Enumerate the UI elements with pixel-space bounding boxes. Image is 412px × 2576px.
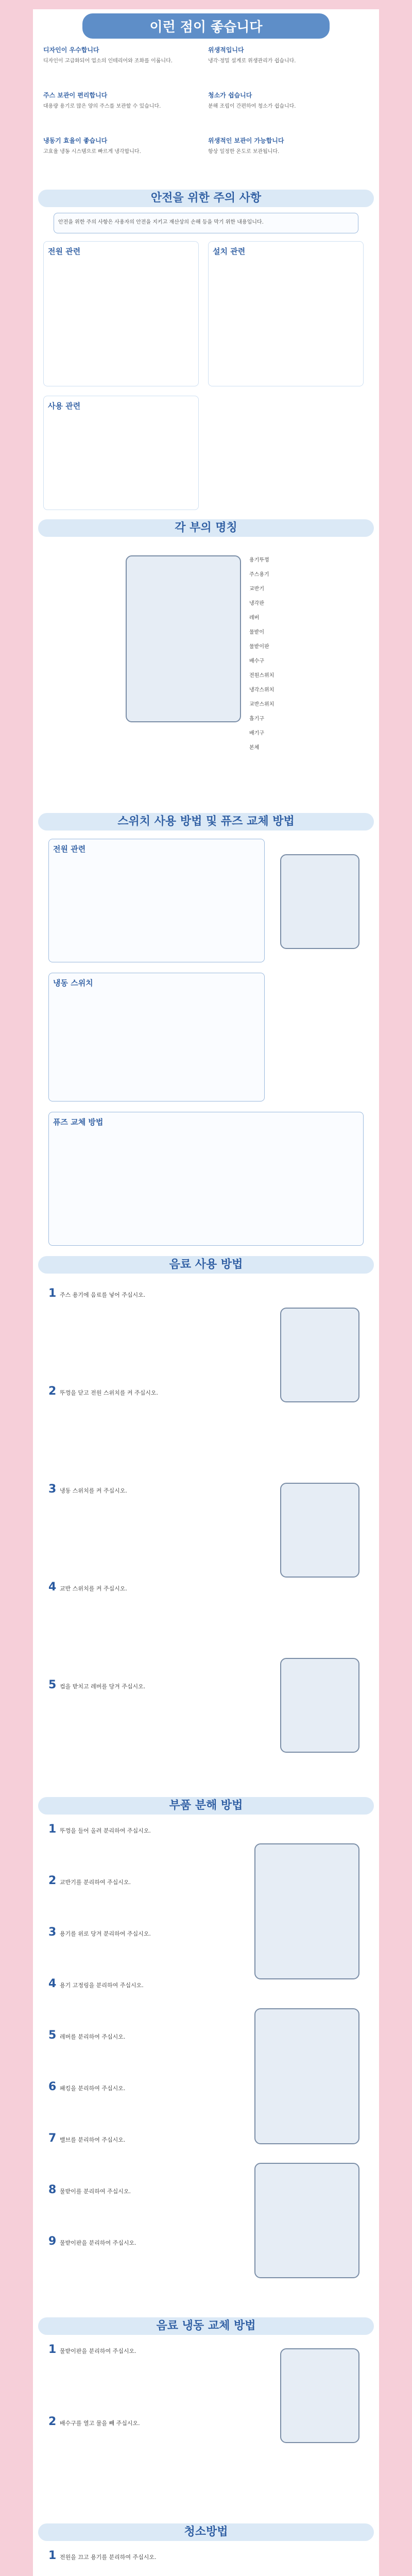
step-number: 6	[48, 2080, 57, 2093]
feature-title: 주스 보관이 편리합니다	[43, 92, 108, 99]
disassembly-illustration-2	[254, 2008, 359, 2144]
part-label: 본체	[249, 745, 260, 751]
parts-labels	[249, 555, 363, 772]
drain-steps	[48, 2343, 254, 2493]
switch-illustration	[280, 854, 359, 949]
part-label: 전원스위치	[249, 673, 274, 679]
step-number: 1	[48, 1823, 57, 1836]
part-label: 물받이판	[249, 644, 269, 650]
step-number: 5	[48, 1679, 57, 1691]
step-item	[48, 1823, 151, 1836]
step-number: 2	[48, 1874, 57, 1887]
part-label: 냉각스위치	[249, 687, 274, 693]
step-number: 1	[48, 2549, 57, 2562]
step-item	[48, 1483, 127, 1496]
feature-title: 위생적인 보관이 가능합니다	[208, 137, 284, 144]
step-text: 레버를 분리하여 주십시오.	[60, 2033, 126, 2040]
step-number: 9	[48, 2235, 57, 2248]
step-item	[48, 2132, 125, 2145]
drain-banner: 음료 냉동 교체 방법	[38, 2317, 374, 2335]
safety-group-title: 전원 관련	[48, 247, 81, 256]
step-number: 8	[48, 2183, 57, 2196]
usage-illustration-3	[280, 1658, 359, 1753]
step-text: 물받이판을 분리하여 주십시오.	[60, 2240, 136, 2246]
step-text: 컵을 받치고 레버를 당겨 주십시오.	[60, 1683, 146, 1690]
safety-group-title: 사용 관련	[48, 401, 81, 411]
step-item	[48, 1874, 131, 1887]
step-item	[48, 2183, 131, 2196]
feature-title: 청소가 쉽습니다	[208, 92, 252, 99]
usage-steps	[48, 1287, 265, 1782]
feature-desc: 항상 일정한 온도로 보관됩니다.	[208, 149, 280, 155]
step-text: 냉동 스위치를 켜 주십시오.	[60, 1487, 127, 1494]
switch-cool-box	[48, 973, 265, 1101]
switch-banner: 스위치 사용 방법 및 퓨즈 교체 방법	[38, 813, 374, 831]
step-number: 1	[48, 1287, 57, 1300]
step-item	[48, 2029, 125, 2042]
step-item	[48, 1679, 145, 1691]
part-label: 레버	[249, 615, 260, 621]
step-text: 주스 용기에 음료를 넣어 주십시오.	[60, 1292, 146, 1298]
feature-title: 위생적입니다	[208, 46, 244, 54]
step-text: 밸브를 분리하여 주십시오.	[60, 2137, 126, 2143]
step-item	[48, 2549, 157, 2562]
step-text: 교반기를 분리하여 주십시오.	[60, 1879, 131, 1886]
part-label: 용기뚜껑	[249, 557, 269, 563]
part-label: 배기구	[249, 731, 264, 736]
step-item	[48, 1926, 151, 1939]
feature-desc: 분해 조립이 간편하여 청소가 쉽습니다.	[208, 104, 296, 109]
step-item	[48, 2235, 136, 2248]
step-item	[48, 2343, 136, 2356]
step-item	[48, 2080, 125, 2093]
manual-sheet	[33, 9, 379, 2576]
safety-banner: 안전을 위한 주의 사항	[38, 190, 374, 207]
part-label: 냉각판	[249, 601, 264, 606]
switch-power-box	[48, 839, 265, 962]
part-label: 배수구	[249, 658, 264, 664]
feature-desc: 디자인이 고급화되어 업소의 인테리어와 조화를 이룹니다.	[43, 58, 173, 64]
step-text: 전원을 끄고 용기를 분리하여 주십시오.	[60, 2554, 157, 2561]
part-label: 주스용기	[249, 572, 269, 578]
feature-item	[208, 45, 363, 87]
step-item	[48, 1977, 144, 1990]
safety-group	[43, 241, 199, 386]
step-number: 1	[48, 2343, 57, 2356]
step-item	[48, 1385, 158, 1398]
step-text: 물받이판을 분리하여 주십시오.	[60, 2348, 136, 2354]
feature-desc: 고효율 냉동 시스템으로 빠르게 냉각합니다.	[43, 149, 141, 155]
step-text: 용기 고정링을 분리하여 주십시오.	[60, 1982, 144, 1989]
feature-title: 냉동기 효율이 좋습니다	[43, 137, 108, 144]
cleaning-steps	[48, 2549, 364, 2576]
fuse-box	[48, 1112, 364, 1246]
step-text: 용기를 위로 당겨 분리하여 주십시오.	[60, 1930, 151, 1937]
safety-intro: 안전을 위한 주의 사항은 사용자의 안전을 지키고 재산상의 손해 등을 막기 위한 내용입니다.	[54, 213, 358, 233]
usage-banner: 음료 사용 방법	[38, 1256, 374, 1274]
machine-illustration	[126, 555, 241, 722]
feature-title: 디자인이 우수합니다	[43, 46, 99, 54]
step-item	[48, 2415, 140, 2428]
feature-item	[208, 136, 363, 177]
disassembly-illustration-1	[254, 1843, 359, 1979]
step-number: 3	[48, 1483, 57, 1496]
cleaning-banner: 청소방법	[38, 2523, 374, 2541]
feature-item	[43, 136, 198, 177]
step-text: 뚜껑을 닫고 전원 스위치를 켜 주십시오.	[60, 1389, 158, 1396]
page-title: 이런 점이 좋습니다	[82, 13, 330, 39]
switch-power-title: 전원 관련	[53, 844, 86, 854]
safety-group	[43, 396, 199, 510]
feature-desc: 냉각·정밀 설계로 위생관리가 쉽습니다.	[208, 58, 296, 64]
usage-illustration-2	[280, 1483, 359, 1578]
step-text: 물받이를 분리하여 주십시오.	[60, 2188, 131, 2195]
feature-item	[43, 91, 198, 132]
step-text: 교반 스위치를 켜 주십시오.	[60, 1585, 127, 1592]
safety-group	[208, 241, 364, 386]
step-number: 2	[48, 1385, 57, 1398]
step-number: 7	[48, 2132, 57, 2145]
disassembly-steps	[48, 1823, 244, 2302]
part-label: 물받이	[249, 630, 264, 635]
step-number: 2	[48, 2415, 57, 2428]
part-label: 교반기	[249, 586, 264, 592]
disassembly-banner: 부품 분해 방법	[38, 1797, 374, 1815]
safety-group-title: 설치 관련	[213, 247, 246, 256]
features-section	[43, 45, 369, 184]
fuse-title: 퓨즈 교체 방법	[53, 1117, 104, 1127]
feature-item	[208, 91, 363, 132]
feature-item	[43, 45, 198, 87]
step-text: 배수구를 열고 물을 빼 주십시오.	[60, 2420, 140, 2427]
part-label: 교반스위치	[249, 702, 274, 707]
step-number: 4	[48, 1581, 57, 1594]
step-item	[48, 1581, 127, 1594]
step-text: 뚜껑을 들어 올려 분리하여 주십시오.	[60, 1827, 151, 1834]
switch-cool-title: 냉동 스위치	[53, 978, 93, 988]
disassembly-illustration-3	[254, 2163, 359, 2278]
drain-illustration	[280, 2348, 359, 2443]
step-number: 5	[48, 2029, 57, 2042]
step-text: 패킹을 분리하여 주십시오.	[60, 2085, 126, 2092]
feature-desc: 대용량 용기로 많은 양의 주스를 보관할 수 있습니다.	[43, 104, 161, 109]
safety-groups	[43, 241, 369, 509]
usage-illustration-1	[280, 1308, 359, 1402]
step-item	[48, 1287, 145, 1300]
parts-banner: 각 부의 명칭	[38, 519, 374, 537]
step-number: 4	[48, 1977, 57, 1990]
step-number: 3	[48, 1926, 57, 1939]
part-label: 흡기구	[249, 716, 264, 722]
